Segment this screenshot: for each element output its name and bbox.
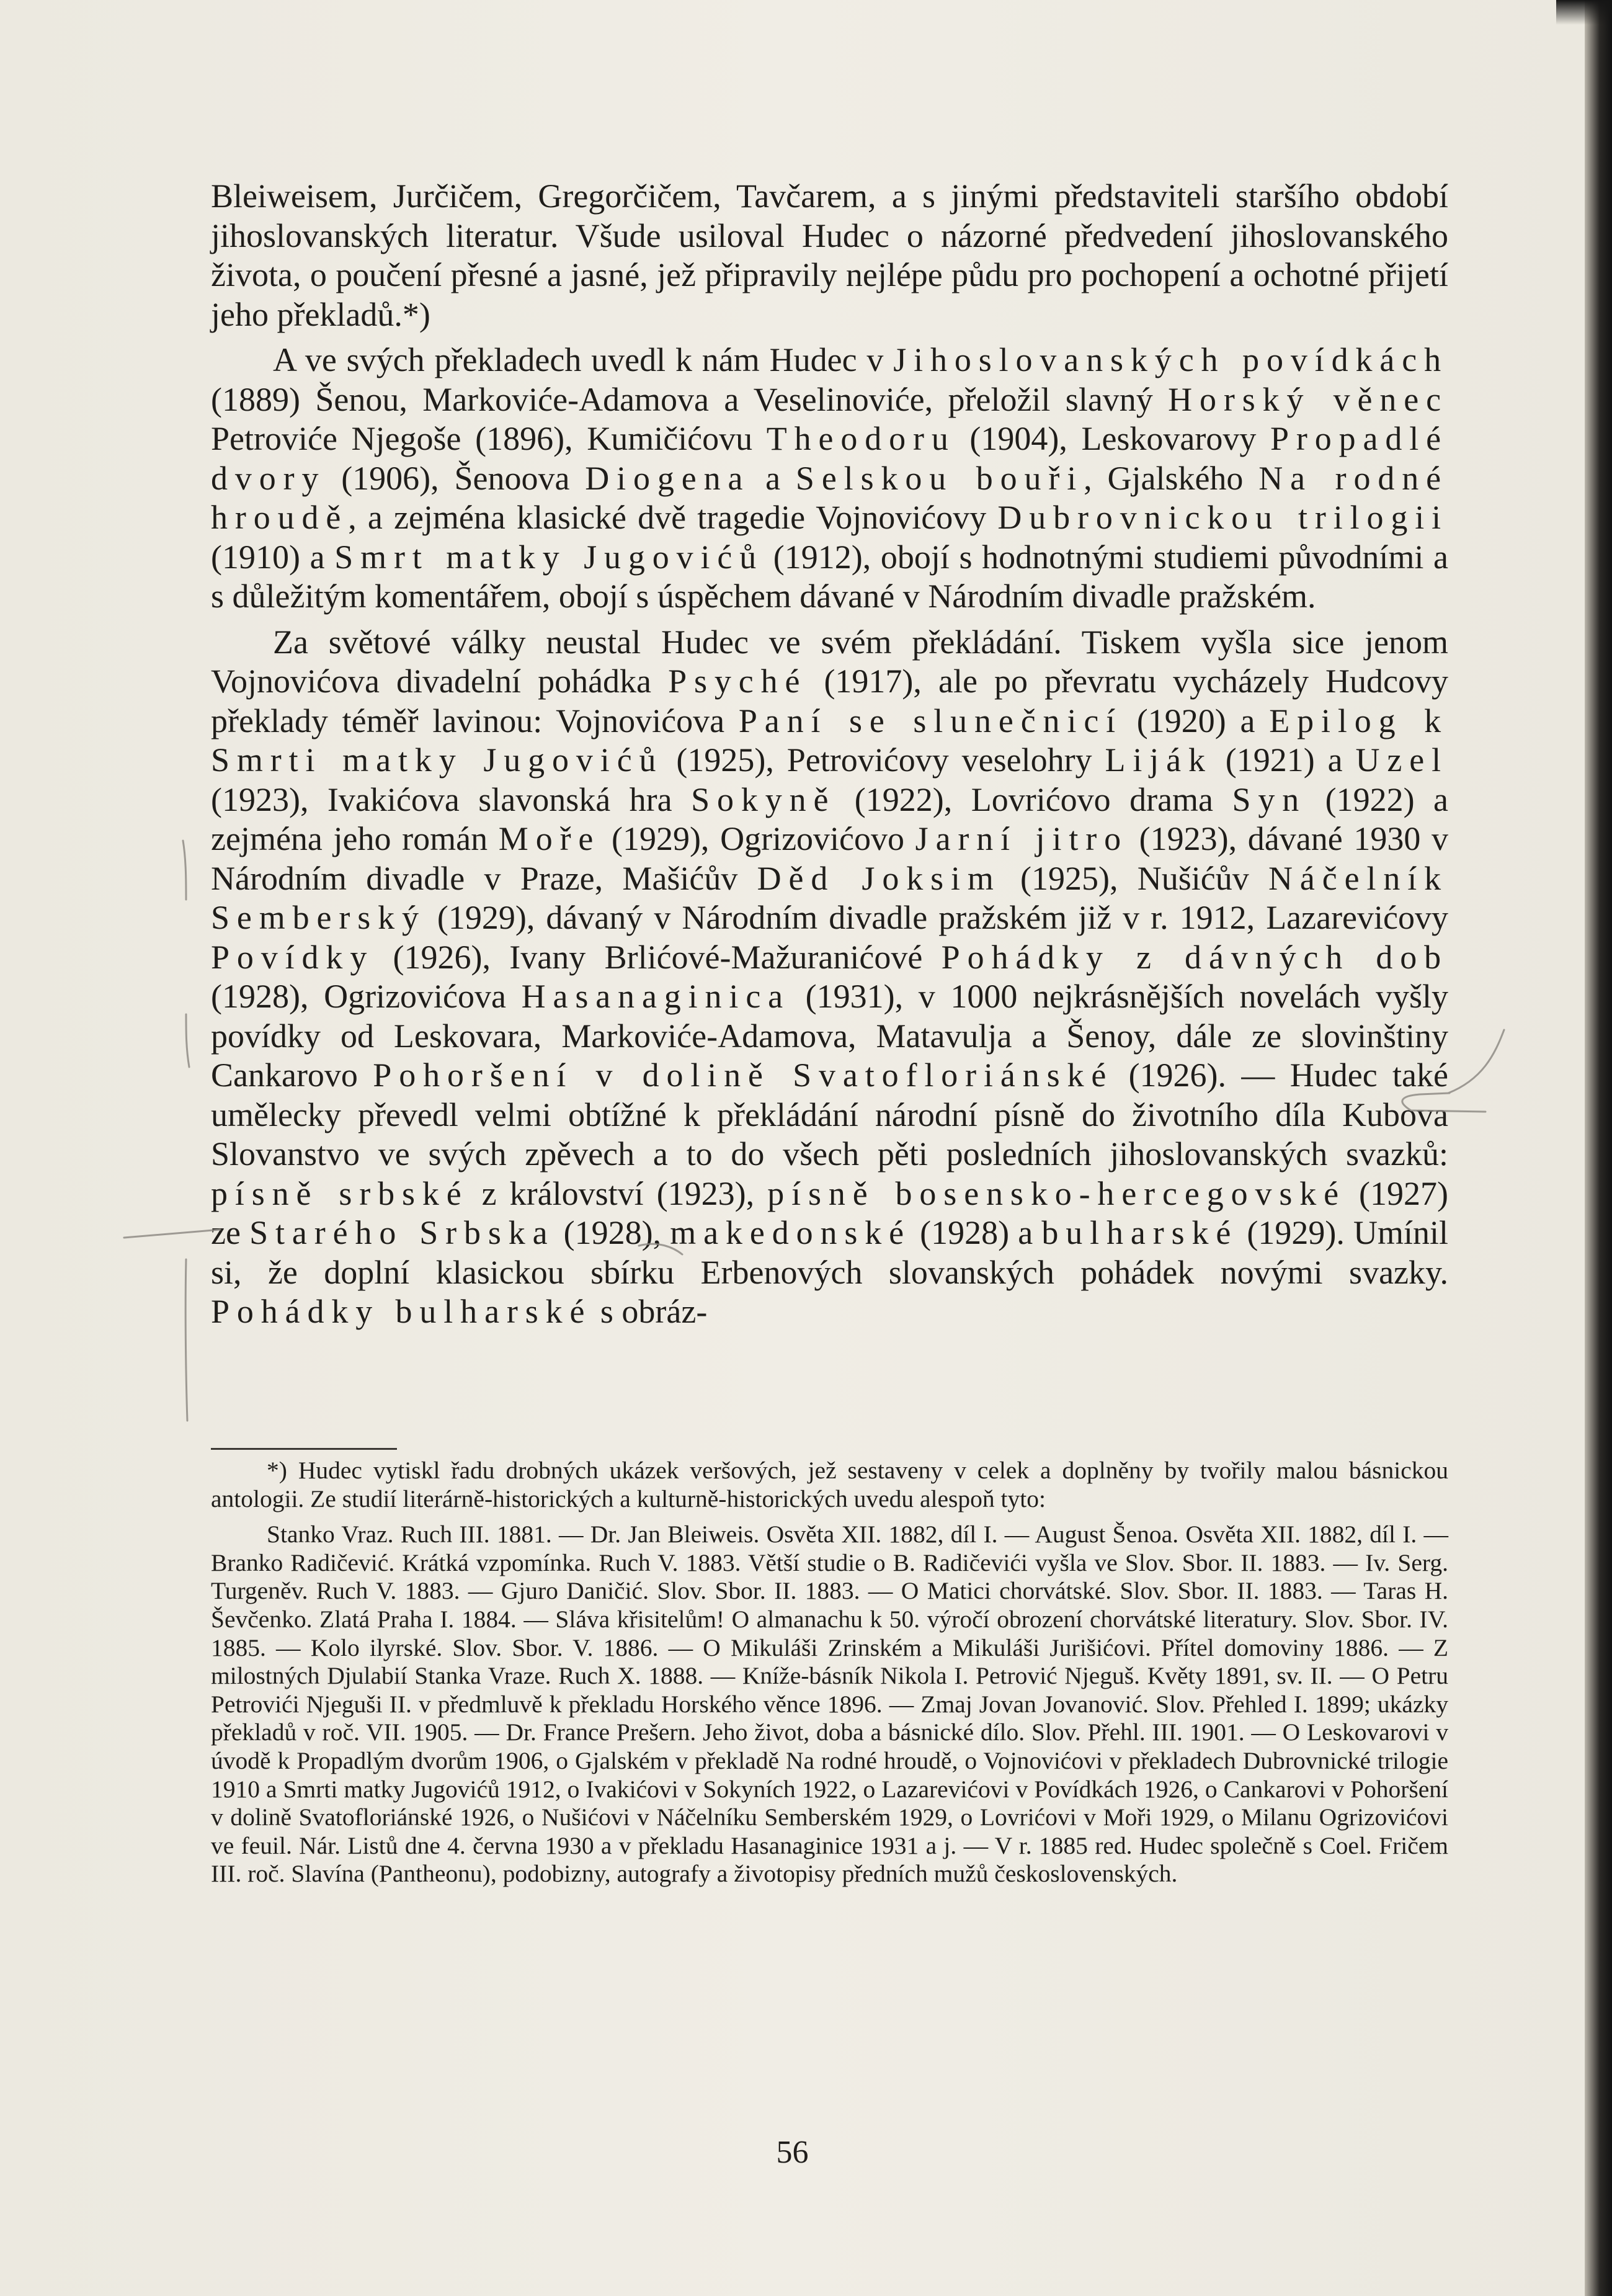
footnote-rule — [211, 1448, 397, 1450]
paragraph-2: A ve svých překladech uvedl k nám Hudec v Jihoslovanských povídkách (1889) Šenou, Markoviće-Adamova a Veselinoviće, přeložil slavný Horský věnec Petroviće Njegoše (1896), Kumičićovu Theodoru (1904), Leskovarovy Propadlé dvory (1906), Šenoova Diogena a Selskou bouři, Gjalského Na rodné hroudě, a zejména klasické dvě tragedie Vojnovićovy Dubrovnickou trilogii (1910) a Smrt matky Jugovićů (1912), obojí s hodnotnými studiemi původními a s důležitým komentářem, obojí s úspěchem dávané v Národním divadle pražském. — [211, 341, 1448, 615]
footnote-intro: *) Hudec vytiskl řadu drobných ukázek veršových, jež sestaveny v celek a doplněny by tvořily malou básnickou antologii. Ze studií literárně-historických a kulturně-historických uvedu alespoň tyto: — [211, 1457, 1448, 1512]
paragraph-3: Za světové války neustal Hudec ve svém překládání. Tiskem vyšla sice jenom Vojnovićova divadelní pohádka Psyché (1917), ale po převratu vycházely Hudcovy překlady téměř lavinou: Vojnovićova Paní se slunečnicí (1920) a Epilog k Smrti matky Jugovićů (1925), Petrovićovy veselohry Liják (1921) a Uzel (1923), Ivakićova slavonská hra Sokyně (1922), Lovrićovo drama Syn (1922) a zejména jeho román Moře (1929), Ogrizovićovo Jarní jitro (1923), dávané 1930 v Národním divadle v Praze, Mašićův Děd Joksim (1925), Nušićův Náčelník Semberský (1929), dávaný v Národním divadle pražském již v r. 1912, Lazarevićovy Povídky (1926), Ivany Brlićové-Mažuranićové Pohádky z dávných dob (1928), Ogrizovićova Hasanaginica (1931), v 1000 nejkrásnějších novelách vyšly povídky od Leskovara, Markoviće-Adamova, Matavulja a Šenoy, dále ze slovinštiny Cankarovo Pohoršení v dolině Svatofloriánské (1926). — Hudec také umělecky převedl velmi obtížné k překládání národní písně do životního díla Kubova Slovanstvo ve svých zpěvech a to do všech pěti posledních jihoslovanských svazků: písně srbské z království (1923), písně bosensko-hercegovské (1927) ze Starého Srbska (1928), makedonské (1928) a bulharské (1929). Umínil si, že doplní klasickou sbírku Erbenových slovanských pohádek novými svazky. Pohádky bulharské s obráz- — [211, 623, 1449, 1330]
paragraph-1: Bleiweisem, Jurčičem, Gregorčičem, Tavčarem, a s jinými představiteli staršího období jihoslovanských literatur. Všude usiloval Hudec o názorné předvedení jihoslovanského života, o poučení přesné a jasné, jež připravily nejlépe půdu pro pochopení a ochotné přijetí jeho překladů.*) — [211, 177, 1448, 333]
footnote — [211, 1457, 1448, 1888]
footnote-references: Stanko Vraz. Ruch III. 1881. — Dr. Jan Bleiweis. Osvěta XII. 1882, díl I. — August Šenoa. Osvěta XII. 1882, díl I. — Branko Radičević. Krátká vzpomínka. Ruch V. 1883. Větší studie o B. Radičevići vyšla ve Slov. Sbor. II. 1883. — Iv. Serg. Turgeněv. Ruch V. 1883. — Gjuro Daničić. Slov. Sbor. II. 1883. — O Matici chorvátské. Slov. Sbor. II. 1883. — Taras H. Ševčenko. Zlatá Praha I. 1884. — Sláva křisitelům! O almanachu k 50. výročí obrození chorvátské literatury. Slov. Sbor. IV. 1885. — Kolo ilyrské. Slov. Sbor. V. 1886. — O Mikuláši Zrinském a Mikuláši Jurišićovi. Přítel domoviny 1886. — Z milostných Djulabií Stanka Vraze. Ruch X. 1888. — Kníže-básník Nikola I. Petrović Njeguš. Květy 1891, sv. II. — O Petru Petrovići Njeguši II. v předmluvě k překladu Horského věnce 1896. — Zmaj Jovan Jovanović. Slov. Přehled I. 1899; ukázky překladů v roč. VII. 1905. — Dr. France Prešern. Jeho život, doba a básnické dílo. Slov. Přehl. III. 1901. — O Leskovarovi v úvodě k Propadlým dvorům 1906, o Gjalském v překladě Na rodné hroudě, o Vojnovićovi v překladech Dubrovnické trilogie 1910 a Smrti matky Jugovićů 1912, o Ivakićovi v Sokyních 1922, o Lazarevićovi v Povídkách 1926, o Cankarovi v Pohoršení v dolině Svatofloriánské 1926, o Nušićovi v Náčelníku Semberském 1929, o Lovrićovi v Moři 1929, o Milanu Ogrizovićovi ve feuil. Nár. Listů dne 4. června 1930 a v překladu Hasanaginice 1931 a j. — V r. 1885 red. Hudec společně s Coel. Fričem III. roč. Slavína (Pantheonu), podobizny, autografy a životopisy předních mužů československých. — [211, 1521, 1448, 1888]
scan-shadow — [1556, 0, 1612, 25]
book-spine — [1585, 0, 1612, 2296]
main-text — [211, 177, 1448, 1332]
page-number: 56 — [776, 2135, 809, 2170]
